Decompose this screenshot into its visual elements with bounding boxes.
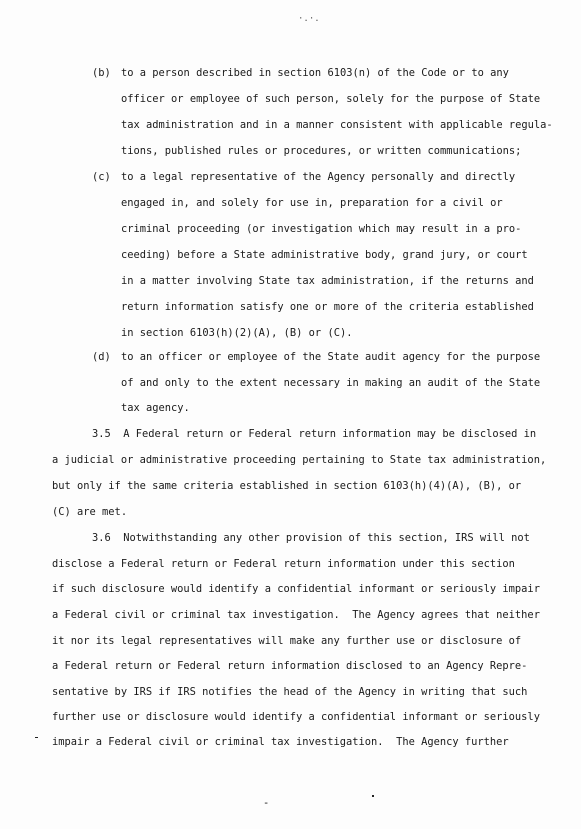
para-3-6-line-2: disclose a Federal return or Federal return information under this section [52, 558, 515, 570]
para-3-6-line-9: impair a Federal civil or criminal tax investigation. The Agency further [52, 736, 509, 748]
item-b-line-2: officer or employee of such person, solely for the purpose of State [121, 93, 541, 105]
item-c-line-6: return information satisfy one or more of the criteria established [121, 301, 534, 313]
para-3-6-line-7: sentative by IRS if IRS notifies the head of the Agency in writing that such [52, 686, 528, 698]
item-c-line-2: engaged in, and solely for use in, preparation for a civil or [121, 197, 503, 209]
scan-speck [35, 737, 38, 738]
footer-mark: - [263, 797, 270, 809]
para-3-6-line-6: a Federal return or Federal return information disclosed to an Agency Repre- [52, 660, 528, 672]
scan-speck [372, 795, 374, 797]
item-c-line-1: to a legal representative of the Agency personally and directly [121, 171, 516, 183]
item-c-line-4: ceeding) before a State administrative body, grand jury, or court [121, 249, 528, 261]
header-mark: ·.·. [298, 14, 320, 24]
item-d-line-1: to an officer or employee of the State audit agency for the purpose [121, 351, 541, 363]
item-c-label: (c) [92, 171, 111, 183]
para-3-5-line-3: but only if the same criteria established in section 6103(h)(4)(A), (B), or [52, 480, 522, 492]
para-3-5-line-2: a judicial or administrative proceeding pertaining to State tax administration, [52, 454, 547, 466]
para-3-6-line-5: it nor its legal representatives will make any further use or disclosure of [52, 635, 522, 647]
item-b-label: (b) [92, 67, 111, 79]
item-c-line-5: in a matter involving State tax administration, if the returns and [121, 275, 534, 287]
para-3-6-line-8: further use or disclosure would identify a confidential informant or seriously [52, 711, 540, 723]
para-3-6-line-4: a Federal civil or criminal tax investigation. The Agency agrees that neither [52, 609, 540, 621]
item-d-label: (d) [92, 351, 111, 363]
item-c-line-7: in section 6103(h)(2)(A), (B) or (C). [121, 327, 353, 339]
item-d-line-2: of and only to the extent necessary in making an audit of the State [121, 377, 541, 389]
item-b-line-3: tax administration and in a manner consistent with applicable regula- [121, 119, 553, 131]
item-b-line-4: tions, published rules or procedures, or written communications; [121, 145, 522, 157]
para-3-6-line-3: if such disclosure would identify a confidential informant or seriously impair [52, 583, 540, 595]
para-3-6-first-line: 3.6 Notwithstanding any other provision of this section, IRS will not [92, 532, 530, 544]
para-3-5-line-4: (C) are met. [52, 506, 128, 518]
item-b-line-1: to a person described in section 6103(n) of the Code or to any [121, 67, 509, 79]
item-c-line-3: criminal proceeding (or investigation which may result in a pro- [121, 223, 522, 235]
item-d-line-3: tax agency. [121, 402, 190, 414]
para-3-5-first-line: 3.5 A Federal return or Federal return information may be disclosed in [92, 428, 537, 440]
